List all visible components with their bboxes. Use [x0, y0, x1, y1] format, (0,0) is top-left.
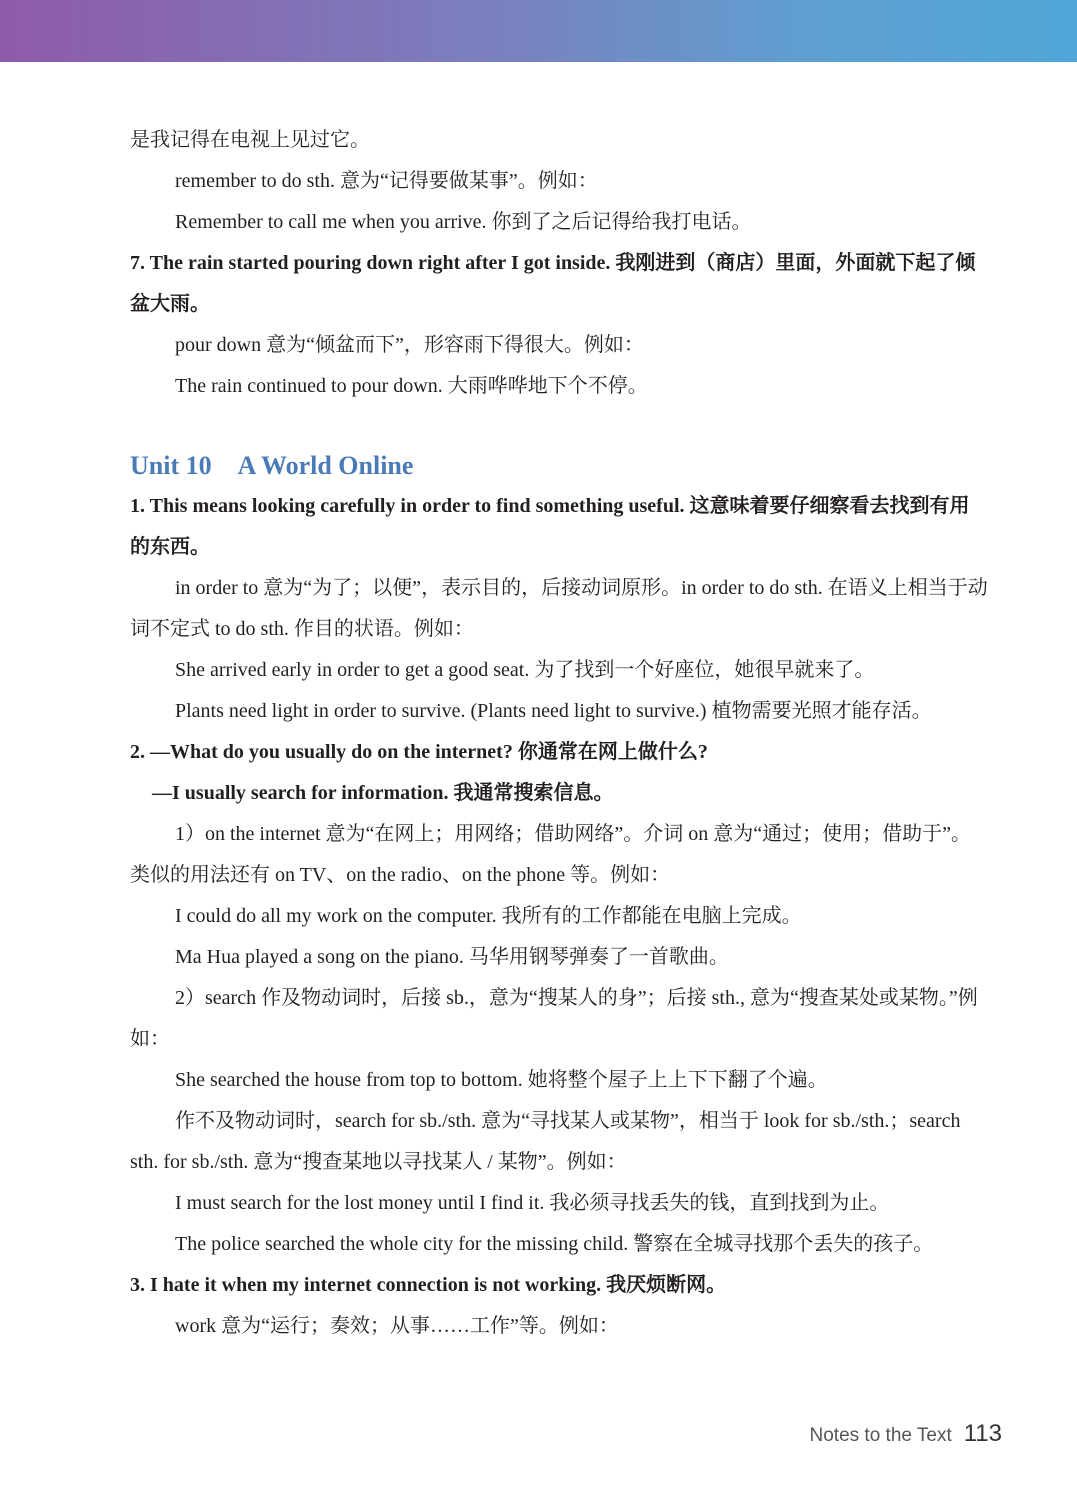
sentence-heading: 3. I hate it when my internet connection is not working. 我厌烦断网。	[130, 1274, 727, 1296]
footer-label: Notes to the Text	[809, 1425, 952, 1446]
header-band	[0, 0, 1077, 62]
example-line: The police searched the whole city for the missing child. 警察在全城寻找那个丢失的孩子。	[175, 1233, 934, 1255]
sentence-heading: 2. —What do you usually do on the internet? 你通常在网上做什么?	[130, 741, 708, 763]
example-line: I must search for the lost money until I find it. 我必须寻找丢失的钱，直到找到为止。	[175, 1192, 890, 1214]
page-footer	[810, 1420, 1003, 1454]
example-line: She arrived early in order to get a good seat. 为了找到一个好座位，她很早就来了。	[175, 659, 875, 681]
sentence-heading: 7. The rain started pouring down right after I got inside. 我刚进到（商店）里面，外面就下起了倾盆大雨。	[130, 252, 976, 315]
text-line: in order to 意为“为了；以便”，表示目的，后接动词原形。in order to do sth. 在语义上相当于动词不定式 to do sth. 作目的状语。例如：	[130, 577, 988, 640]
sentence-heading: 1. This means looking carefully in order to find something useful. 这意味着要仔细察看去找到有用的东西。	[130, 495, 970, 558]
page-number: 113	[963, 1420, 1002, 1447]
text-line: remember to do sth. 意为“记得要做某事”。例如：	[175, 170, 598, 192]
example-line: I could do all my work on the computer. 我所有的工作都能在电脑上完成。	[175, 905, 802, 927]
example-line: The rain continued to pour down. 大雨哗哗地下个不停。	[175, 375, 648, 397]
unit-title: A World Online	[237, 451, 414, 480]
text-line: 作不及物动词时，search for sb./sth. 意为“寻找某人或某物”，相当于 look for sb./sth.；search sth. for sb./sth. 意为“搜查某地以寻找某人 / 某物”。例如：	[130, 1110, 961, 1173]
unit-number: Unit 10	[130, 451, 212, 480]
unit-heading	[130, 446, 988, 486]
example-line: Remember to call me when you arrive. 你到了之后记得给我打电话。	[175, 211, 752, 233]
page-body	[130, 120, 988, 1347]
example-line: Ma Hua played a song on the piano. 马华用钢琴弹奏了一首歌曲。	[175, 946, 729, 968]
text-line: work 意为“运行；奏效；从事……工作”等。例如：	[175, 1315, 619, 1337]
text-line: 2）search 作及物动词时，后接 sb.，意为“搜某人的身”；后接 sth., 意为“搜查某处或某物。”例如：	[130, 987, 978, 1050]
text-line: 1）on the internet 意为“在网上；用网络；借助网络”。介词 on 意为“通过；使用；借助于”。类似的用法还有 on TV、on the radio、on the phone 等。例如：	[130, 823, 972, 886]
example-line: She searched the house from top to bottom. 她将整个屋子上上下下翻了个遍。	[175, 1069, 828, 1091]
text-line: pour down 意为“倾盆而下”，形容雨下得很大。例如：	[175, 334, 644, 356]
example-line: Plants need light in order to survive. (Plants need light to survive.) 植物需要光照才能存活。	[175, 700, 932, 722]
text-line: 是我记得在电视上见过它。	[130, 129, 370, 151]
sentence-heading: —I usually search for information. 我通常搜索信息。	[152, 782, 614, 804]
